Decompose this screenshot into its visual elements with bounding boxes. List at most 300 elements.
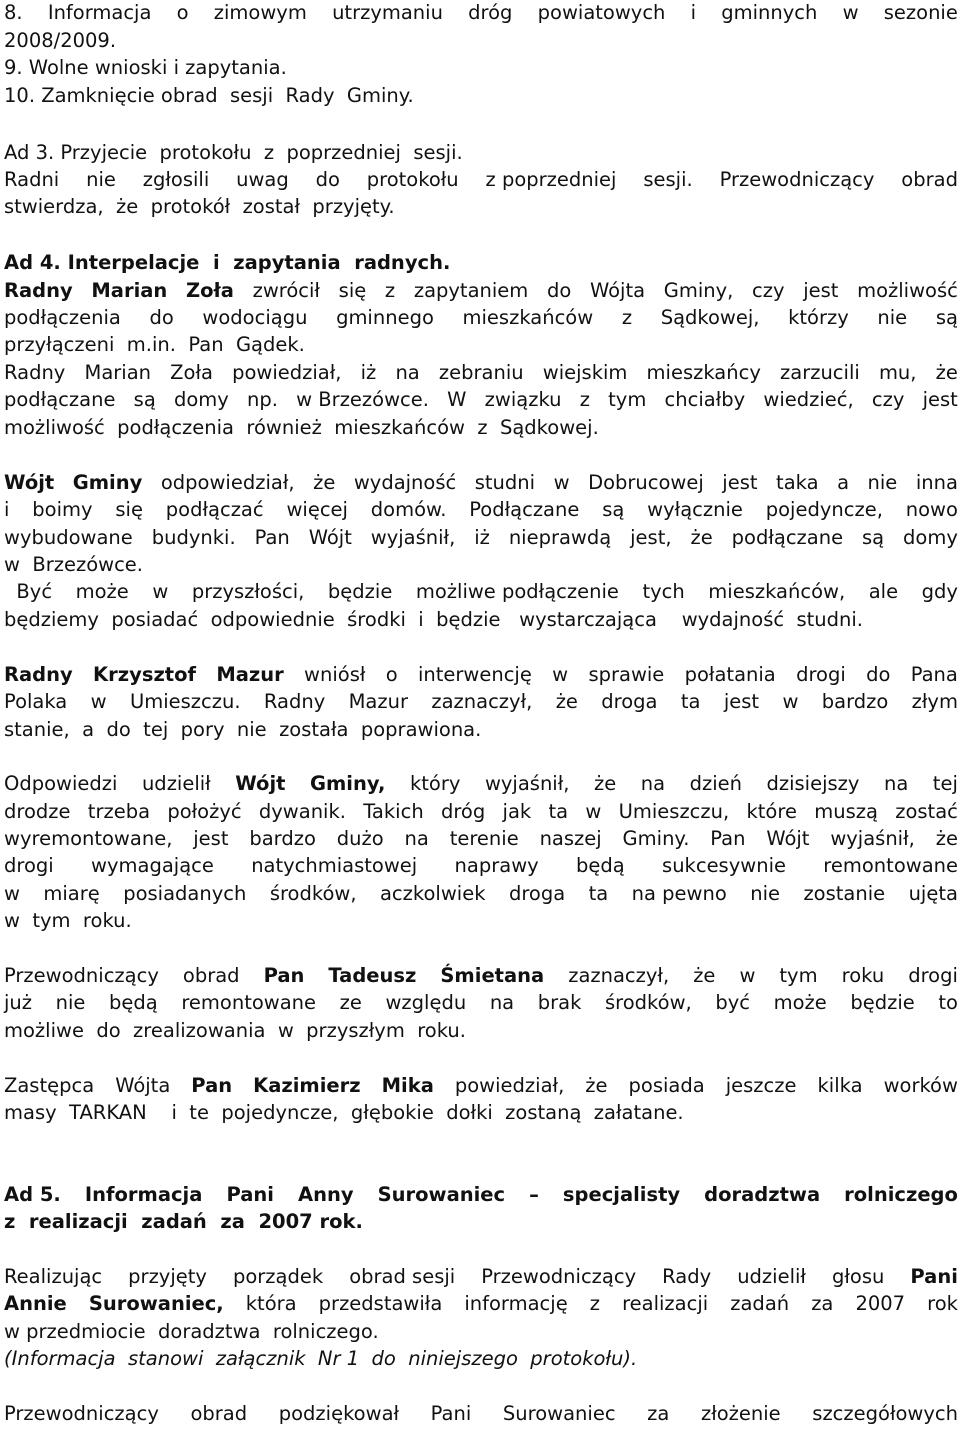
text-segment: Radny	[4, 361, 66, 384]
text-segment: Odpowiedzi	[4, 772, 118, 795]
text-segment: Wójt	[308, 526, 352, 549]
text-line	[4, 551, 958, 578]
text-line	[4, 1072, 958, 1099]
text-segment: dywanik.	[258, 800, 346, 823]
text-segment: stanie, a do tej pory nie została poprawiona.	[4, 718, 482, 741]
text-segment: udzielił	[737, 1265, 806, 1288]
text-segment: Gminy.	[622, 827, 690, 850]
text-segment: zebraniu	[438, 361, 524, 384]
text-line	[4, 1099, 958, 1126]
text-segment: sprawie	[588, 663, 665, 686]
text-segment: w	[152, 580, 169, 603]
text-segment: środków,	[269, 882, 357, 905]
text-segment: uwag	[236, 168, 289, 191]
text-segment: nie	[86, 168, 116, 191]
text-segment: trzeba	[87, 800, 151, 823]
text-segment: zimowym	[213, 1, 307, 24]
text-segment: powiedział,	[454, 1074, 565, 1097]
text-segment: podłączenia	[4, 306, 121, 329]
text-segment: gminnych	[721, 1, 818, 24]
text-segment: tej	[932, 772, 958, 795]
text-segment: boimy	[32, 498, 93, 521]
text-segment: w przedmiocie doradztwa rolniczego.	[4, 1320, 379, 1343]
text-segment: zarzucili	[780, 361, 860, 384]
text-segment: Pan	[263, 964, 305, 987]
text-segment: posiada	[628, 1074, 705, 1097]
text-segment: –	[529, 1183, 539, 1206]
text-segment: Ad 4. Interpelacje i zapytania radnych.	[4, 251, 451, 274]
text-segment: roku	[841, 964, 885, 987]
text-line	[4, 578, 958, 605]
text-segment: będą	[576, 854, 625, 877]
text-segment: jest,	[630, 526, 672, 549]
text-segment: przyłączeni m.in. Pan Gądek.	[4, 333, 305, 356]
text-segment: Takich	[363, 800, 424, 823]
text-segment: dzień	[689, 772, 742, 795]
text-segment: drodze	[4, 800, 71, 823]
text-segment: zapytaniem	[413, 279, 529, 302]
text-line	[4, 962, 958, 989]
text-line	[4, 82, 958, 109]
text-line	[4, 716, 958, 743]
text-line	[4, 1345, 958, 1372]
text-segment: Przewodniczący	[481, 1265, 637, 1288]
text-segment: aczkolwiek	[379, 882, 486, 905]
text-segment: z	[384, 279, 396, 302]
text-segment: ze	[339, 991, 362, 1014]
text-segment: Pan	[191, 1074, 233, 1097]
text-segment: Tadeusz	[328, 964, 417, 987]
text-segment: ujęta	[908, 882, 958, 905]
text-segment: worków	[883, 1074, 958, 1097]
text-segment: z realizacji zadań za 2007 rok.	[4, 1210, 363, 1233]
text-line	[4, 193, 958, 220]
text-segment: a	[837, 471, 850, 494]
text-segment: protokołu	[366, 168, 459, 191]
text-segment: remontowane	[181, 991, 317, 1014]
text-segment: Mazur	[348, 690, 408, 713]
text-segment: naszej	[539, 827, 602, 850]
text-segment: za	[647, 1402, 670, 1425]
text-segment: ta	[588, 882, 609, 905]
text-segment: masy TARKAN i te pojedyncze, głębokie dołki zostaną załatane.	[4, 1101, 684, 1124]
text-segment: Surowaniec	[377, 1183, 506, 1206]
text-segment: bardzo	[821, 690, 889, 713]
text-segment: Gminy,	[663, 279, 734, 302]
text-line	[4, 1263, 958, 1290]
text-segment: położyć	[167, 800, 242, 823]
text-segment: Przewodniczący	[4, 1402, 159, 1425]
text-segment: głosu	[831, 1265, 885, 1288]
text-segment: którzy	[788, 306, 849, 329]
text-segment: jest	[922, 388, 958, 411]
text-segment: możliwość	[857, 279, 958, 302]
text-segment: mieszkańców,	[708, 580, 846, 603]
text-segment: zgłosili	[142, 168, 210, 191]
text-segment: naprawy	[454, 854, 539, 877]
text-line	[4, 825, 958, 852]
text-segment: studni	[474, 471, 536, 494]
text-segment: obrad	[190, 1402, 248, 1425]
text-line	[4, 1017, 958, 1044]
text-segment: 10. Zamknięcie obrad sesji Rady Gminy.	[4, 84, 414, 107]
text-segment: kilka	[817, 1074, 863, 1097]
text-segment: porządek	[232, 1265, 324, 1288]
text-segment: budynki.	[151, 526, 236, 549]
text-segment: Być	[4, 580, 53, 603]
text-line	[4, 606, 958, 633]
text-segment: ta	[548, 800, 569, 823]
text-segment: za	[811, 1292, 834, 1315]
text-segment: Wójt	[766, 827, 810, 850]
text-segment: Polaka	[4, 690, 68, 713]
text-segment: Mika	[381, 1074, 434, 1097]
text-segment: jak	[502, 800, 532, 823]
text-segment: 2008/2009.	[4, 29, 117, 52]
text-segment: z poprzedniej	[485, 168, 617, 191]
text-segment: Pan	[710, 827, 746, 850]
text-segment: tych	[642, 580, 685, 603]
text-segment: wyjaśnił,	[484, 772, 570, 795]
text-segment: podłączane	[4, 388, 116, 411]
text-segment: podziękował	[278, 1402, 400, 1425]
text-segment: Śmietana	[440, 964, 545, 987]
text-segment: gdy	[921, 580, 958, 603]
text-segment: że	[935, 361, 958, 384]
text-segment: że	[585, 1074, 608, 1097]
text-segment: nie	[55, 991, 86, 1014]
text-segment: że	[313, 471, 336, 494]
text-segment: nowo	[905, 498, 958, 521]
text-segment: wybudowane	[4, 526, 133, 549]
text-segment: inna	[915, 471, 958, 494]
text-segment: mu,	[878, 361, 917, 384]
text-segment: ale	[868, 580, 899, 603]
text-segment: o	[385, 663, 398, 686]
text-segment: i	[690, 1, 697, 24]
text-segment: 8.	[4, 1, 23, 24]
text-segment: mieszkańców	[462, 306, 594, 329]
text-segment: chciałby	[664, 388, 746, 411]
text-segment: sezonie	[883, 1, 958, 24]
text-line	[4, 770, 958, 797]
text-segment: przyszłości,	[191, 580, 305, 603]
text-segment: doradztwa	[704, 1183, 821, 1206]
text-segment: droga	[508, 882, 566, 905]
text-segment: nie	[867, 471, 898, 494]
text-segment: wyłącznie	[647, 498, 743, 521]
text-segment: w	[585, 800, 602, 823]
text-segment: muszą	[814, 800, 878, 823]
text-segment: które	[746, 800, 797, 823]
text-segment: Mazur	[216, 663, 284, 686]
text-segment: Wójta	[589, 279, 646, 302]
text-segment: Marian	[84, 361, 152, 384]
text-segment: w Brzezówce.	[4, 553, 144, 576]
text-segment: drogi	[4, 854, 54, 877]
text-segment: Radny	[263, 690, 326, 713]
text-segment: wydajność	[353, 471, 457, 494]
text-segment: że	[690, 526, 713, 549]
text-segment: tym	[779, 964, 818, 987]
text-line	[4, 27, 958, 54]
text-segment: już	[4, 991, 33, 1014]
text-segment: w	[782, 690, 799, 713]
text-segment: na	[883, 772, 909, 795]
text-segment: Ad 3. Przyjecie protokołu z poprzedniej sesji.	[4, 141, 463, 164]
text-segment: jeszcze	[725, 1074, 797, 1097]
text-line	[4, 1290, 958, 1317]
text-segment: będzie	[850, 991, 915, 1014]
text-segment: Wójt	[235, 772, 286, 795]
text-segment: zwrócił	[252, 279, 320, 302]
text-segment: która	[245, 1292, 297, 1315]
text-segment: z	[579, 388, 590, 411]
text-segment: wyremontowane,	[4, 827, 173, 850]
text-segment: sesji.	[643, 168, 693, 191]
text-segment: Marian	[91, 279, 168, 302]
text-segment: w Brzezówce.	[296, 388, 429, 411]
text-segment: będziemy posiadać odpowiednie środki i będzie wystarczająca wydajność studni.	[4, 608, 864, 631]
text-segment: Ad 5.	[4, 1183, 61, 1206]
text-segment: Sądkowej,	[660, 306, 760, 329]
text-line	[4, 524, 958, 551]
text-segment: w	[739, 964, 756, 987]
text-segment: obrad sesji	[349, 1265, 456, 1288]
text-segment: o	[176, 1, 189, 24]
text-segment: remontowane	[823, 854, 958, 877]
text-segment: 9. Wolne wnioski i zapytania.	[4, 56, 287, 79]
text-segment: nieprawdą	[508, 526, 612, 549]
text-segment: do	[866, 663, 891, 686]
text-line	[4, 304, 958, 331]
text-segment: podłączać	[165, 498, 264, 521]
text-segment: domy	[173, 388, 229, 411]
text-segment: może	[773, 991, 827, 1014]
text-segment: wodociągu	[202, 306, 308, 329]
text-segment: Realizując	[4, 1265, 103, 1288]
text-segment: Pani	[910, 1265, 958, 1288]
text-segment: być	[715, 991, 750, 1014]
text-segment: tym	[608, 388, 647, 411]
text-segment: Zoła	[170, 361, 213, 384]
text-segment: możliwe podłączenie	[415, 580, 619, 603]
text-line	[4, 880, 958, 907]
text-segment: nie	[877, 306, 908, 329]
text-segment: są	[935, 306, 958, 329]
text-segment: Zoła	[185, 279, 234, 302]
text-segment: sukcesywnie	[662, 854, 786, 877]
text-segment: obrad	[182, 964, 240, 987]
text-segment: Surowaniec,	[88, 1292, 224, 1315]
text-segment: wyjaśnił,	[830, 827, 915, 850]
text-segment: w	[90, 690, 107, 713]
text-segment: Rady	[662, 1265, 712, 1288]
text-segment: czy	[871, 388, 905, 411]
text-line	[4, 139, 958, 166]
text-segment: do	[149, 306, 174, 329]
text-segment: będzie	[327, 580, 393, 603]
text-line	[4, 469, 958, 496]
text-segment: mieszkańcy	[646, 361, 761, 384]
text-line	[4, 414, 958, 441]
text-line	[4, 661, 958, 688]
text-segment: na	[489, 991, 515, 1014]
text-segment: jest	[803, 279, 839, 302]
text-segment: z	[621, 306, 633, 329]
text-segment: drogi	[796, 663, 846, 686]
text-segment: Pani	[226, 1183, 274, 1206]
text-segment: Informacja	[47, 1, 152, 24]
text-line	[4, 688, 958, 715]
text-segment: wiejskim	[542, 361, 628, 384]
text-segment: się	[338, 279, 367, 302]
text-segment: utrzymaniu	[332, 1, 443, 24]
text-segment: Kazimierz	[253, 1074, 361, 1097]
text-segment: podłączane	[731, 526, 844, 549]
text-segment: posiadanych	[123, 882, 247, 905]
text-line	[4, 1400, 958, 1427]
text-segment: jest	[722, 471, 758, 494]
text-segment: przyjęty	[128, 1265, 207, 1288]
text-segment: związku	[484, 388, 562, 411]
text-segment: dzisiejszy	[766, 772, 860, 795]
text-segment: dużo	[336, 827, 384, 850]
text-segment: na	[395, 361, 420, 384]
text-line	[4, 0, 958, 26]
text-segment: do	[315, 168, 340, 191]
text-segment: W	[447, 388, 467, 411]
text-segment: realizacji	[622, 1292, 709, 1315]
text-segment: się	[115, 498, 143, 521]
text-line	[4, 249, 958, 276]
text-segment: zostanie	[803, 882, 886, 905]
text-line	[4, 359, 958, 386]
text-segment: domy	[903, 526, 958, 549]
text-segment: specjalisty	[562, 1183, 681, 1206]
text-segment: iż	[474, 526, 490, 549]
text-line	[4, 331, 958, 358]
text-line	[4, 1318, 958, 1345]
text-segment: gminnego	[336, 306, 434, 329]
text-segment: dróg	[468, 1, 513, 24]
text-segment: rok	[927, 1292, 958, 1315]
text-segment: czy	[752, 279, 785, 302]
text-segment: względu	[385, 991, 467, 1014]
text-segment: stwierdza, że protokół został przyjęty.	[4, 195, 395, 218]
text-segment: Wójt	[4, 471, 55, 494]
text-segment: (Informacja stanowi załącznik Nr 1 do niniejszego protokołu).	[4, 1347, 638, 1370]
text-segment: są	[133, 388, 156, 411]
text-segment: droga	[601, 690, 658, 713]
text-segment: obrad	[901, 168, 958, 191]
text-segment: że	[555, 690, 578, 713]
text-segment: terenie	[449, 827, 519, 850]
text-segment: możliwe do zrealizowania w przyszłym roku.	[4, 1019, 466, 1042]
text-segment: Anny	[297, 1183, 354, 1206]
text-segment: informację	[464, 1292, 568, 1315]
text-line	[4, 989, 958, 1016]
text-segment: w	[842, 1, 859, 24]
text-segment: Zastępca	[4, 1074, 95, 1097]
text-segment: pojedyncze,	[765, 498, 883, 521]
text-line	[4, 1181, 958, 1208]
text-segment: na	[404, 827, 429, 850]
text-line	[4, 1208, 958, 1235]
text-segment: miarę	[43, 882, 100, 905]
text-segment: Umieszczu.	[129, 690, 241, 713]
text-segment: Wójta	[115, 1074, 171, 1097]
text-segment: w tym roku.	[4, 909, 132, 932]
text-segment: powiatowych	[537, 1, 666, 24]
text-segment: połatania	[684, 663, 776, 686]
text-segment: interwencję	[417, 663, 532, 686]
text-segment: który	[409, 772, 461, 795]
text-line	[4, 277, 958, 304]
text-segment: że	[935, 827, 958, 850]
text-segment: że	[693, 964, 716, 987]
text-segment: wiedzieć,	[763, 388, 854, 411]
text-segment: nie	[750, 882, 780, 905]
text-segment: może	[75, 580, 129, 603]
text-segment: szczegółowych	[812, 1402, 958, 1425]
text-segment: 2007	[855, 1292, 906, 1315]
text-segment: w	[553, 471, 570, 494]
text-segment: Podłączane	[469, 498, 580, 521]
text-line	[4, 166, 958, 193]
text-segment: ta	[680, 690, 701, 713]
text-segment: Gminy	[72, 471, 143, 494]
text-segment: Pani	[430, 1402, 472, 1425]
text-segment: Gminy,	[309, 772, 386, 795]
text-segment: na	[640, 772, 666, 795]
text-segment: Radny	[4, 663, 73, 686]
text-segment: powiedział,	[232, 361, 342, 384]
text-segment: drogi	[908, 964, 958, 987]
text-segment: Annie	[4, 1292, 67, 1315]
text-segment: są	[862, 526, 885, 549]
text-line	[4, 496, 958, 523]
text-segment: zostać	[895, 800, 958, 823]
text-line	[4, 386, 958, 413]
text-segment: Surowaniec	[502, 1402, 616, 1425]
text-segment: Informacja	[84, 1183, 203, 1206]
text-line	[4, 852, 958, 879]
text-segment: iż	[360, 361, 377, 384]
text-segment: Radni	[4, 168, 60, 191]
text-segment: wyjaśnił,	[370, 526, 456, 549]
text-segment: wniósł	[304, 663, 366, 686]
text-segment: domów.	[370, 498, 447, 521]
text-segment: Radny	[4, 279, 73, 302]
text-segment: możliwość podłączenia również mieszkańców z Sądkowej.	[4, 416, 599, 439]
text-segment: środków,	[604, 991, 692, 1014]
text-line	[4, 907, 958, 934]
text-line	[4, 54, 958, 81]
text-segment: zadań	[730, 1292, 790, 1315]
text-segment: wymagające	[91, 854, 214, 877]
text-segment: rolniczego	[844, 1183, 958, 1206]
text-segment: Krzysztof	[93, 663, 196, 686]
text-segment: udzielił	[141, 772, 211, 795]
text-line	[4, 798, 958, 825]
text-segment: przedstawiła	[318, 1292, 443, 1315]
text-segment: bardzo	[249, 827, 316, 850]
text-segment: jest	[193, 827, 229, 850]
text-segment: złożenie	[700, 1402, 781, 1425]
text-segment: Pana	[910, 663, 958, 686]
text-segment: jest	[723, 690, 760, 713]
